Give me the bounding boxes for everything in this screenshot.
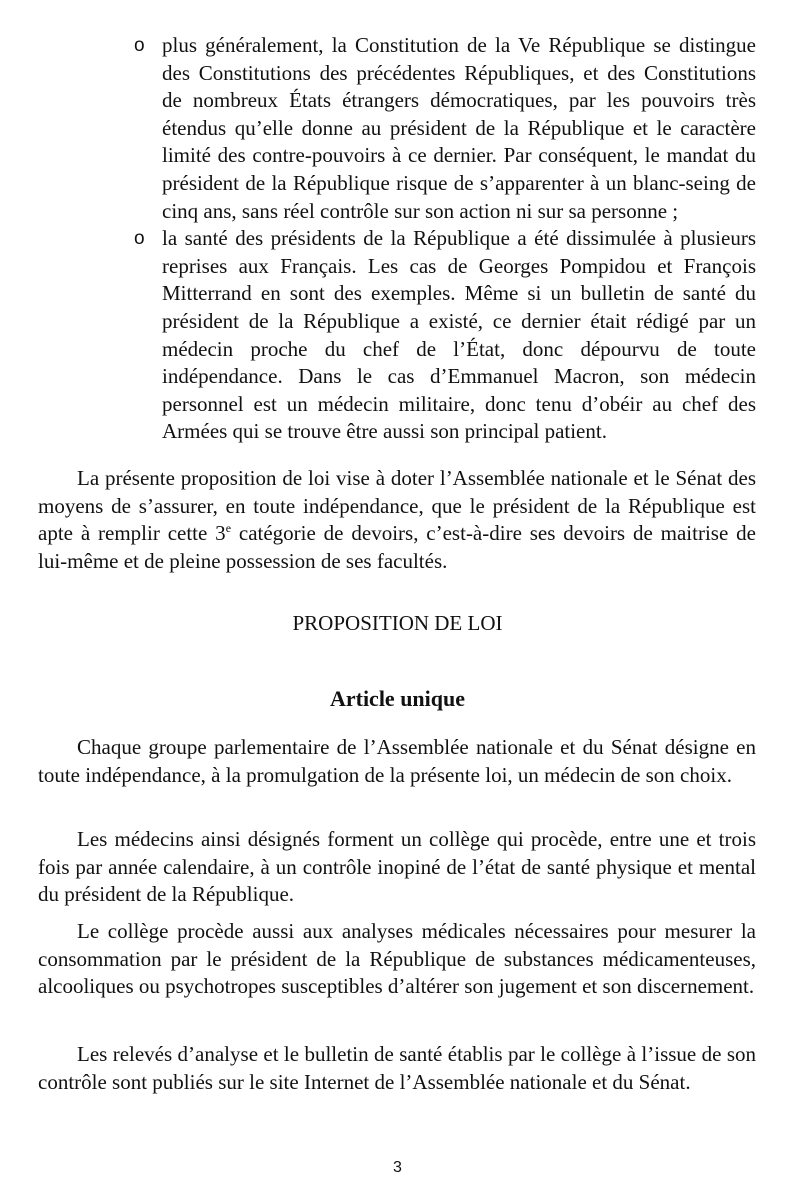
bullet-marker: o: [134, 228, 145, 250]
article-paragraph: Les médecins ainsi désignés forment un collège qui procède, entre une et trois fois par année calendaire, à un contrôle inopiné de l’état de santé physique et mental du président de la République.: [38, 827, 756, 907]
article-paragraph: Le collège procède aussi aux analyses médicales nécessaires pour mesurer la consommation par le président de la République de substances médicamenteuses, alcooliques ou psychotropes susceptibles d’altérer son jugement et son discernement.: [38, 919, 756, 999]
article-paragraph: Les relevés d’analyse et le bulletin de santé établis par le collège à l’issue de son contrôle sont publiés sur le site Internet de l’Assemblée nationale et du Sénat.: [38, 1042, 756, 1094]
bullet-text: plus généralement, la Constitution de la Ve République se distingue des Constitutions des précédentes Républiques, et des Constitutions de nombreux États étrangers démocratiques, par les pouvoirs très étendus qu’elle donne au président de la République et le caractère limité des contre-pouvoirs à ce dernier. Par conséquent, le mandat du président de la République risque de s’apparenter à un blanc-seing de cinq ans, sans réel contrôle sur son action ni sur sa personne ;: [162, 33, 756, 223]
intro-text-after: catégorie de devoirs, c’est-à-dire ses devoirs de maitrise de lui-même et de pleine possession de ses facultés.: [38, 521, 756, 573]
article-title: Article unique: [329, 686, 466, 711]
bullet-item-sante: [134, 225, 756, 446]
proposition-title: PROPOSITION DE LOI: [292, 611, 503, 635]
bullet-text: la santé des présidents de la République a été dissimulée à plusieurs reprises aux Français. Les cas de Georges Pompidou et François Mitterrand en sont des exemples. Même si un bulletin de santé du président de la République a existé, ce dernier était rédigé par un médecin proche du chef de l’État, donc dépourvu de toute indépendance. Dans le cas d’Emmanuel Macron, son médecin personnel est un médecin militaire, donc tenu d’obéir au chef des Armées qui se trouve être aussi son principal patient.: [162, 226, 756, 444]
intro-text-before: La présente proposition de loi vise à doter l’Assemblée nationale et le Sénat des moyens de s’assurer, en toute indépendance, que le président de la République est apte à remplir cette 3: [38, 466, 756, 546]
article-paragraph: Chaque groupe parlementaire de l’Assemblée nationale et du Sénat désigne en toute indépendance, à la promulgation de la présente loi, un médecin de son choix.: [38, 735, 756, 787]
argument-bullet-list: [134, 32, 756, 446]
ordinal-suffix: e: [225, 521, 232, 536]
page-number: 3: [393, 1159, 402, 1176]
intro-paragraph: [38, 465, 756, 575]
bullet-marker: o: [134, 35, 145, 56]
bullet-item-constitution: [134, 32, 756, 225]
